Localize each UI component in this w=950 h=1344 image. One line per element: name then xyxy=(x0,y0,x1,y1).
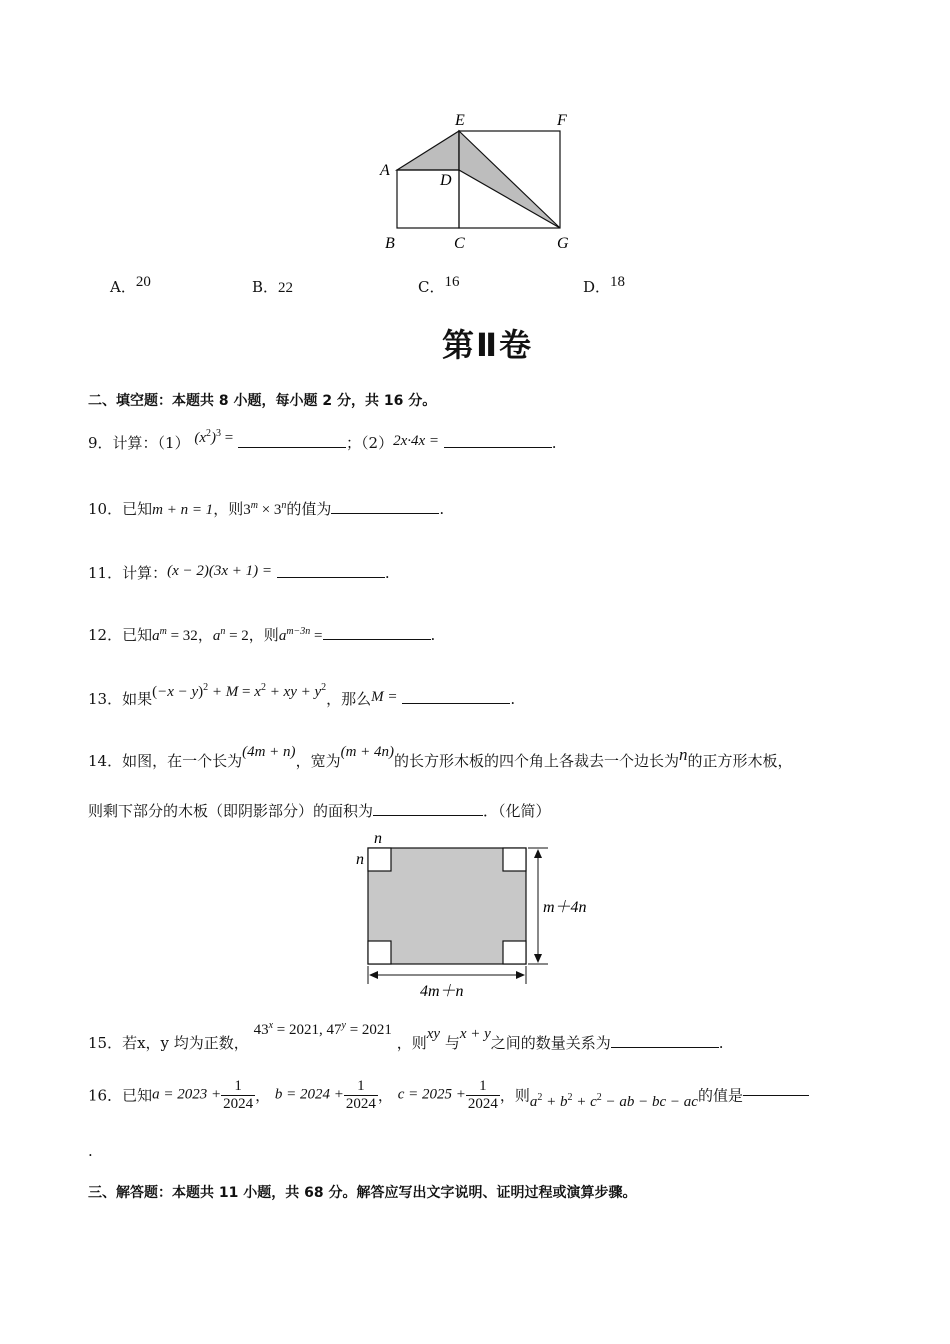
q13-text2: ，那么 xyxy=(326,690,372,708)
corner-square-tl xyxy=(368,848,391,871)
q14-number: 14． xyxy=(88,752,123,770)
dim-bottom-arrow-left xyxy=(369,971,378,979)
option-d xyxy=(583,276,625,297)
q14-text3: 的长方形木板的四个角上各裁去一个边长为 xyxy=(394,752,680,770)
q9-number: 9． xyxy=(88,434,113,452)
q10-text1: 已知 xyxy=(122,500,153,518)
q15-number: 15． xyxy=(88,1034,123,1052)
q9-text2: ；（2） xyxy=(346,434,394,452)
label-right-dim: m＋4n xyxy=(543,899,587,916)
option-d-value: 18 xyxy=(610,274,626,290)
label-c: C xyxy=(454,235,465,252)
option-b-value: 22 xyxy=(278,280,294,296)
q16-number: 16． xyxy=(88,1086,123,1105)
label-f: F xyxy=(557,112,567,129)
question-15 xyxy=(88,1020,724,1053)
q14-expr2: (m + 4n) xyxy=(340,744,395,760)
q10-expr2: $3^m \times 3^n$ xyxy=(243,500,287,518)
q16-a-frac-num: 1 xyxy=(221,1078,255,1096)
q14-end: ．（化简） xyxy=(483,802,551,820)
option-c xyxy=(418,276,459,297)
q16-end: . xyxy=(88,1142,93,1160)
q15-text3: 与 xyxy=(444,1034,460,1052)
q12-sep: ， xyxy=(197,626,213,644)
shaded-triangle-right xyxy=(459,131,560,228)
q11-blank[interactable] xyxy=(277,576,385,578)
shaded-triangle-left xyxy=(397,131,459,170)
question-11 xyxy=(88,562,390,583)
q16-b-frac xyxy=(344,1078,378,1112)
option-c-value: 16 xyxy=(444,274,460,290)
q10-number: 10． xyxy=(88,500,123,518)
q16-c-expr: c = 2025 + xyxy=(397,1086,466,1103)
dim-right-arrow-bottom xyxy=(534,954,542,963)
q9-blank2[interactable] xyxy=(444,446,552,448)
label-bottom-dim: 4m＋n xyxy=(420,983,464,1000)
q14-expr1: (4m + n) xyxy=(242,744,296,760)
q16-b-frac-num: 1 xyxy=(344,1078,378,1096)
q16-text1: 已知 xyxy=(122,1086,153,1105)
q16-sep2: ， xyxy=(377,1086,393,1105)
q9-expr2: 2x·4x = xyxy=(393,433,440,449)
option-b xyxy=(252,276,293,297)
label-left-n: n xyxy=(356,851,364,868)
q14-var-n: n xyxy=(679,745,688,764)
corner-square-tr xyxy=(503,848,526,871)
q10-expr1: m + n = 1 xyxy=(152,502,214,518)
option-d-letter: D． xyxy=(583,278,611,296)
q15-text2: ，则 xyxy=(396,1034,427,1052)
q15-expr-xy: xy xyxy=(426,1026,441,1042)
question-14-line2 xyxy=(88,800,551,821)
q12-expr2: $a^n = 2$ xyxy=(212,626,249,644)
q16-text2: ，则 xyxy=(499,1086,530,1105)
option-c-letter: C． xyxy=(418,278,445,296)
q16-expr: $a^2 + b^2 + c^2$ − ab − bc − ac xyxy=(529,1091,698,1110)
question-16 xyxy=(88,1078,809,1112)
q10-text2: ，则 xyxy=(213,500,244,518)
q13-blank[interactable] xyxy=(402,702,510,704)
corner-square-br xyxy=(503,941,526,964)
option-b-letter: B． xyxy=(252,278,279,296)
q16-sep1: ， xyxy=(255,1086,271,1105)
q13-number: 13． xyxy=(88,690,123,708)
board-shaded-area xyxy=(368,848,526,964)
q16-a-frac xyxy=(221,1078,255,1112)
q16-blank[interactable] xyxy=(743,1094,809,1096)
q14-text4: 的正方形木板， xyxy=(687,752,793,770)
section-2-heading: 二、填空题：本题共 8 小题，每小题 2 分，共 16 分。 xyxy=(88,393,437,409)
q15-blank[interactable] xyxy=(611,1046,719,1048)
option-a-value: 20 xyxy=(135,274,151,290)
q14-text2: ，宽为 xyxy=(295,752,341,770)
q12-text1: 已知 xyxy=(122,626,153,644)
label-b: B xyxy=(385,235,395,252)
q16-c-frac-den: 2024 xyxy=(467,1095,498,1112)
question-13 xyxy=(88,682,516,709)
q12-expr3: $a^{m-3n}$ = xyxy=(278,626,323,644)
option-a xyxy=(110,276,151,297)
section-3-heading: 三、解答题：本题共 11 小题，共 68 分。解答应写出文字说明、证明过程或演算步骤。 xyxy=(88,1185,637,1201)
figure-squares-triangle xyxy=(370,105,580,255)
q13-expr2: M = xyxy=(371,689,398,705)
q11-number: 11． xyxy=(88,564,123,582)
corner-square-bl xyxy=(368,941,391,964)
q15-expr-sum: x + y xyxy=(459,1026,491,1042)
q16-c-frac xyxy=(466,1078,500,1112)
q13-expr1: $(-x - y)^2 + M = x^2$ + xy + $y^2$ xyxy=(152,682,327,700)
question-12 xyxy=(88,624,435,645)
question-9 xyxy=(88,428,557,453)
q9-text1: 计算：（1） xyxy=(112,434,190,452)
q15-expr1: $43^x = 2021$, $47^y = 2021$ xyxy=(253,1020,392,1038)
q16-a-frac-den: 2024 xyxy=(223,1095,254,1112)
q16-text3: 的值是 xyxy=(697,1086,743,1105)
q11-expr: (x − 2)(3x + 1) = xyxy=(167,563,273,579)
q15-end: . xyxy=(718,1034,724,1052)
q16-a-expr: a = 2023 + xyxy=(152,1086,222,1103)
label-a: A xyxy=(380,162,390,179)
figure-board xyxy=(352,830,612,1000)
q12-expr1: $a^m = 32$ xyxy=(152,626,198,644)
label-d: D xyxy=(440,172,452,189)
label-top-n: n xyxy=(374,830,382,847)
q11-text1: 计算： xyxy=(122,564,168,582)
question-10 xyxy=(88,498,444,519)
q16-b-frac-den: 2024 xyxy=(345,1095,376,1112)
q14-blank[interactable] xyxy=(373,814,483,816)
q10-blank[interactable] xyxy=(331,512,439,514)
q9-expr1: $(x^2)^3$ = xyxy=(194,428,234,446)
q9-blank1[interactable] xyxy=(238,446,346,448)
q10-text3: 的值为 xyxy=(286,500,332,518)
q16-c-frac-num: 1 xyxy=(466,1078,500,1096)
q10-end: . xyxy=(439,500,445,518)
q14-line2-text: 则剩下部分的木板（即阴影部分）的面积为 xyxy=(88,802,374,820)
q11-end: . xyxy=(384,564,390,582)
q13-end: . xyxy=(510,690,516,708)
q12-number: 12． xyxy=(88,626,123,644)
label-g: G xyxy=(557,235,569,252)
question-14-line1 xyxy=(88,744,793,771)
q13-text1: 如果 xyxy=(122,690,153,708)
dim-bottom-arrow-right xyxy=(516,971,525,979)
option-a-letter: A． xyxy=(110,278,136,296)
q14-text1: 如图，在一个长为 xyxy=(122,752,243,770)
q12-blank[interactable] xyxy=(323,638,431,640)
q16-b-expr: b = 2024 + xyxy=(274,1086,344,1103)
q9-end: . xyxy=(551,434,557,452)
q12-text2: ，则 xyxy=(248,626,279,644)
q15-text4: 之间的数量关系为 xyxy=(490,1034,611,1052)
part-title: 第Ⅱ卷 xyxy=(441,326,534,364)
label-e: E xyxy=(455,112,465,129)
q12-end: . xyxy=(430,626,436,644)
dim-right-arrow-top xyxy=(534,849,542,858)
q15-text1: 若x，y 均为正数， xyxy=(122,1034,249,1052)
